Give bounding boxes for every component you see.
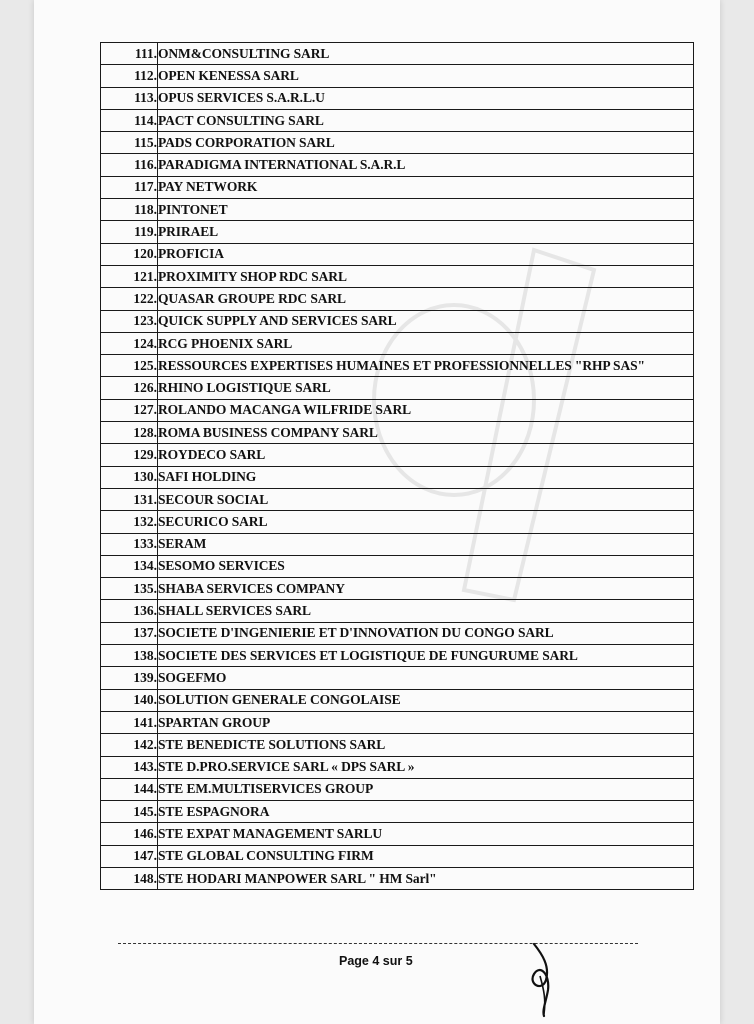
company-name: ROMA BUSINESS COMPANY SARL [158,422,694,444]
row-number: 130. [101,466,158,488]
table-row [101,555,694,577]
row-number: 132. [101,511,158,533]
table-row [101,109,694,131]
table-row [101,199,694,221]
row-number: 126. [101,377,158,399]
company-name: QUASAR GROUPE RDC SARL [158,288,694,310]
company-name: PADS CORPORATION SARL [158,132,694,154]
table-row [101,310,694,332]
row-number: 114. [101,109,158,131]
company-name: RHINO LOGISTIQUE SARL [158,377,694,399]
company-name: SHALL SERVICES SARL [158,600,694,622]
company-name: STE EXPAT MANAGEMENT SARLU [158,823,694,845]
row-number: 121. [101,265,158,287]
company-name: SOLUTION GENERALE CONGOLAISE [158,689,694,711]
row-number: 124. [101,332,158,354]
page-number: Page 4 sur 5 [339,954,413,968]
table-row [101,355,694,377]
row-number: 140. [101,689,158,711]
table-row [101,444,694,466]
table-row [101,533,694,555]
table-row [101,422,694,444]
row-number: 129. [101,444,158,466]
table-row [101,511,694,533]
company-name: ROYDECO SARL [158,444,694,466]
company-name: STE ESPAGNORA [158,801,694,823]
company-name: SOCIETE DES SERVICES ET LOGISTIQUE DE FUNGURUME SARL [158,645,694,667]
row-number: 148. [101,867,158,889]
table-row [101,87,694,109]
company-name: STE EM.MULTISERVICES GROUP [158,778,694,800]
row-number: 147. [101,845,158,867]
table-row [101,734,694,756]
company-name: SOGEFMO [158,667,694,689]
table-row [101,801,694,823]
table-row [101,845,694,867]
row-number: 133. [101,533,158,555]
row-number: 116. [101,154,158,176]
row-number: 131. [101,488,158,510]
company-name: PRIRAEL [158,221,694,243]
row-number: 117. [101,176,158,198]
company-name: RCG PHOENIX SARL [158,332,694,354]
company-name: OPUS SERVICES S.A.R.L.U [158,87,694,109]
table-row [101,645,694,667]
company-name: SHABA SERVICES COMPANY [158,578,694,600]
company-name: SERAM [158,533,694,555]
signature [520,940,560,1018]
table-row [101,488,694,510]
company-name: SESOMO SERVICES [158,555,694,577]
table-row [101,667,694,689]
table-row [101,689,694,711]
table-row [101,176,694,198]
row-number: 137. [101,622,158,644]
row-number: 119. [101,221,158,243]
company-name: PROFICIA [158,243,694,265]
table-row [101,466,694,488]
company-name: PINTONET [158,199,694,221]
table-row [101,43,694,65]
row-number: 111. [101,43,158,65]
table-row [101,756,694,778]
table-row [101,65,694,87]
row-number: 120. [101,243,158,265]
row-number: 115. [101,132,158,154]
row-number: 128. [101,422,158,444]
table-row [101,399,694,421]
row-number: 127. [101,399,158,421]
company-name: ROLANDO MACANGA WILFRIDE SARL [158,399,694,421]
table-row [101,622,694,644]
table-row [101,243,694,265]
table-row [101,221,694,243]
table-row [101,711,694,733]
table-row [101,288,694,310]
table-row [101,154,694,176]
company-name: PROXIMITY SHOP RDC SARL [158,265,694,287]
row-number: 123. [101,310,158,332]
company-name: ONM&CONSULTING SARL [158,43,694,65]
row-number: 136. [101,600,158,622]
row-number: 141. [101,711,158,733]
row-number: 142. [101,734,158,756]
company-name: RESSOURCES EXPERTISES HUMAINES ET PROFESSIONNELLES "RHP SAS" [158,355,694,377]
table-row [101,778,694,800]
company-name: SECURICO SARL [158,511,694,533]
footer-divider [118,943,638,944]
row-number: 112. [101,65,158,87]
table-row [101,823,694,845]
table-row [101,132,694,154]
row-number: 122. [101,288,158,310]
company-name: STE GLOBAL CONSULTING FIRM [158,845,694,867]
row-number: 135. [101,578,158,600]
company-name: STE BENEDICTE SOLUTIONS SARL [158,734,694,756]
company-name: SAFI HOLDING [158,466,694,488]
company-name: STE D.PRO.SERVICE SARL « DPS SARL » [158,756,694,778]
company-name: QUICK SUPPLY AND SERVICES SARL [158,310,694,332]
table-row [101,377,694,399]
table-row [101,867,694,889]
table-row [101,600,694,622]
document-page [34,0,720,1024]
company-name: SPARTAN GROUP [158,711,694,733]
company-name: PAY NETWORK [158,176,694,198]
company-name: PARADIGMA INTERNATIONAL S.A.R.L [158,154,694,176]
company-name: SECOUR SOCIAL [158,488,694,510]
row-number: 118. [101,199,158,221]
row-number: 146. [101,823,158,845]
company-list-table [100,42,694,890]
row-number: 144. [101,778,158,800]
row-number: 138. [101,645,158,667]
table-row [101,332,694,354]
company-name: OPEN KENESSA SARL [158,65,694,87]
company-name: STE HODARI MANPOWER SARL " HM Sarl" [158,867,694,889]
row-number: 139. [101,667,158,689]
row-number: 113. [101,87,158,109]
row-number: 145. [101,801,158,823]
row-number: 125. [101,355,158,377]
company-name: PACT CONSULTING SARL [158,109,694,131]
company-name: SOCIETE D'INGENIERIE ET D'INNOVATION DU CONGO SARL [158,622,694,644]
table-row [101,265,694,287]
row-number: 143. [101,756,158,778]
row-number: 134. [101,555,158,577]
table-row [101,578,694,600]
